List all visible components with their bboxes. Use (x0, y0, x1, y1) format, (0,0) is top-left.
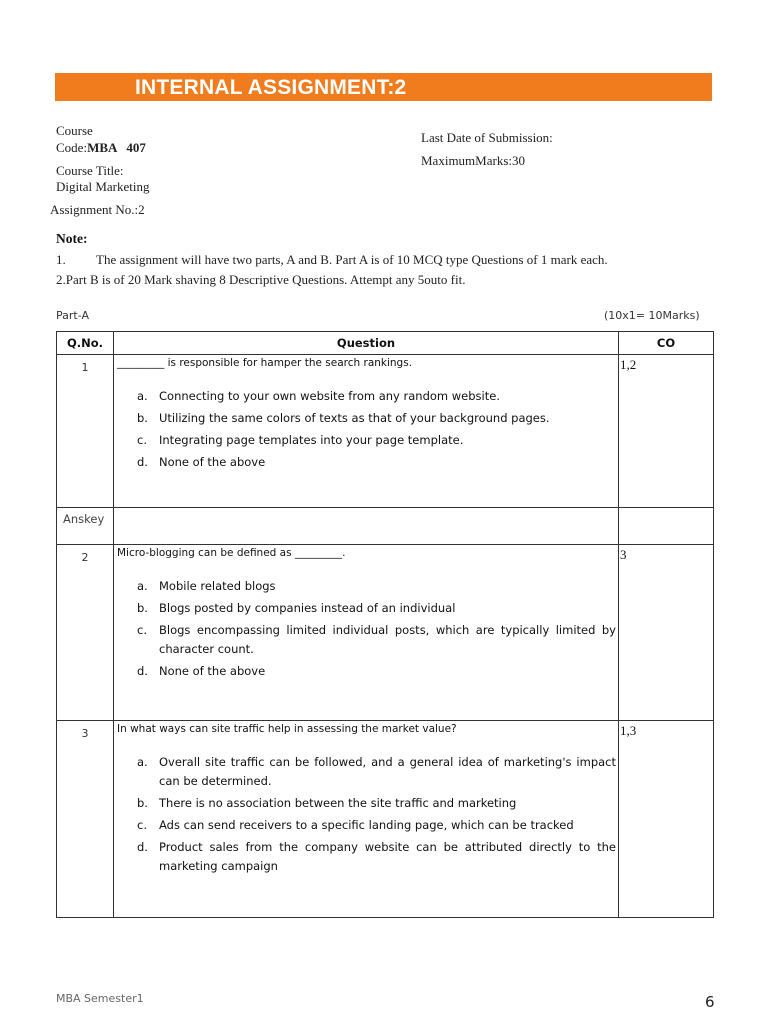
question-row (57, 721, 714, 918)
option-label: b. (137, 411, 148, 425)
page-number: 6 (705, 993, 715, 1011)
note-line-2 (56, 272, 465, 288)
question-cell (114, 721, 619, 918)
note-line-1-number: 1. (56, 252, 66, 267)
question-text: In what ways can site traffic help in assessing the market value? (117, 723, 457, 735)
course-title-value: Digital Marketing (56, 179, 150, 194)
note-line-1 (56, 252, 608, 268)
anskey-answer (114, 508, 619, 545)
header-question: Question (114, 332, 619, 355)
note-line-2-text: Part B is of 20 Mark shaving 8 Descriptive Questions. Attempt any 5outo fit. (65, 272, 466, 287)
option-label: d. (137, 455, 148, 469)
question-number: 3 (57, 721, 114, 918)
option-item (137, 453, 616, 472)
course-code-row (56, 140, 146, 156)
option-label: b. (137, 796, 148, 810)
option-item (137, 599, 616, 618)
option-item (137, 816, 616, 835)
option-text: Integrating page templates into your page template. (159, 433, 464, 447)
note-line-2-number: 2. (56, 272, 66, 287)
option-label: b. (137, 601, 148, 615)
option-text: Blogs posted by companies instead of an individual (159, 601, 456, 615)
option-text: Product sales from the company website can be attributed directly to the marketing campaign (159, 840, 616, 873)
question-cell (114, 355, 619, 508)
option-item (137, 794, 616, 813)
anskey-row (57, 508, 714, 545)
part-label: Part-A (56, 309, 89, 322)
course-label: Course (56, 123, 93, 138)
option-list (114, 387, 618, 472)
co-value: 1,2 (619, 355, 714, 508)
assignment-number: Assignment No.:2 (50, 202, 145, 217)
option-list (114, 577, 618, 681)
co-value: 1,3 (619, 721, 714, 918)
title-banner (55, 73, 712, 101)
co-value: 3 (619, 545, 714, 721)
question-row (57, 355, 714, 508)
question-row (57, 545, 714, 721)
question-text: Micro-blogging can be defined as _________. (117, 547, 346, 559)
option-label: a. (137, 579, 148, 593)
option-item (137, 621, 616, 659)
option-text: Overall site traffic can be followed, and a general idea of marketing's impact can be determined. (159, 755, 616, 788)
option-item (137, 387, 616, 406)
question-cell (114, 545, 619, 721)
option-text: Connecting to your own website from any random website. (159, 389, 500, 403)
header-qno: Q.No. (57, 332, 114, 355)
question-text: _________ is responsible for hamper the search rankings. (117, 357, 413, 369)
page-title: INTERNAL ASSIGNMENT:2 (135, 76, 407, 99)
option-label: c. (137, 623, 147, 637)
option-text: Ads can send receivers to a specific landing page, which can be tracked (159, 818, 574, 832)
note-line-1-text: The assignment will have two parts, A and B. Part A is of 10 MCQ type Questions of 1 mark each. (96, 252, 608, 267)
option-item (137, 577, 616, 596)
course-title-label: Course Title: (56, 163, 124, 178)
option-list (114, 753, 618, 876)
option-item (137, 409, 616, 428)
option-item (137, 662, 616, 681)
question-number: 1 (57, 355, 114, 508)
header-co: CO (619, 332, 714, 355)
option-label: d. (137, 664, 148, 678)
option-text: There is no association between the site traffic and marketing (159, 796, 517, 810)
part-marks: (10x1= 10Marks) (604, 309, 700, 322)
course-code-label: Code: (56, 140, 88, 155)
option-label: c. (137, 433, 147, 447)
option-text: Mobile related blogs (159, 579, 276, 593)
option-item (137, 431, 616, 450)
anskey-label: Anskey (57, 508, 114, 545)
option-item (137, 753, 616, 791)
option-text: Utilizing the same colors of texts as that of your background pages. (159, 411, 550, 425)
footer-semester: MBA Semester1 (56, 992, 144, 1005)
option-text: None of the above (159, 455, 266, 469)
table-header-row (57, 332, 714, 355)
option-label: c. (137, 818, 147, 832)
option-text: None of the above (159, 664, 266, 678)
option-label: a. (137, 389, 148, 403)
last-date-label: Last Date of Submission: (421, 130, 553, 145)
course-code-value: MBA 407 (87, 140, 146, 155)
anskey-co (619, 508, 714, 545)
option-label: d. (137, 840, 148, 854)
option-item (137, 838, 616, 876)
option-text: Blogs encompassing limited individual posts, which are typically limited by character count. (159, 623, 616, 656)
question-table (56, 331, 714, 918)
note-title: Note: (56, 231, 88, 246)
option-label: a. (137, 755, 148, 769)
max-marks: MaximumMarks:30 (421, 153, 525, 168)
question-number: 2 (57, 545, 114, 721)
